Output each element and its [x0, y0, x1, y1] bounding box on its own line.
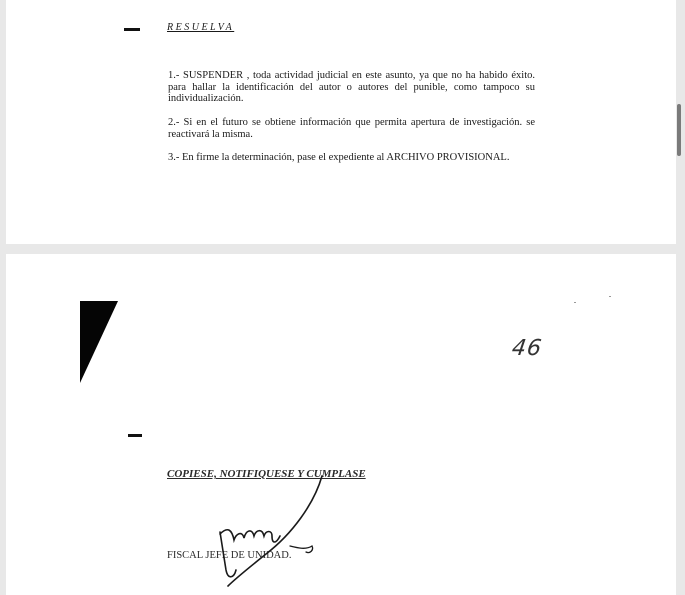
signatory-title: FISCAL JEFE DE UNIDAD. [167, 550, 292, 561]
vertical-scrollbar[interactable] [677, 104, 681, 156]
closing-order: COPIESE, NOTIFIQUESE Y CUMPLASE [167, 468, 366, 480]
margin-mark [124, 28, 140, 31]
black-wedge-mark [80, 301, 120, 383]
resolution-item-2: 2.- Si en el futuro se obtiene información que permita apertura de investigación. se reactivará la misma. [168, 117, 535, 140]
resolution-heading: RESUELVA [167, 22, 235, 33]
resolution-item-1: 1.- SUSPENDER , toda actividad judicial en este asunto, ya que no ha habido éxito. para hallar la identificación del autor o autores del punible, como tampoco su individualización. [168, 70, 535, 104]
handwritten-folio-number: 46 [510, 336, 544, 361]
handwritten-signature [206, 474, 346, 594]
scan-speck [574, 302, 576, 303]
resolution-item-3: 3.- En firme la determinación, pase el expediente al ARCHIVO PROVISIONAL. [168, 152, 510, 163]
margin-mark [128, 434, 142, 437]
document-page-1 [6, 0, 676, 244]
document-page-2 [6, 254, 676, 595]
scan-speck [609, 296, 611, 297]
